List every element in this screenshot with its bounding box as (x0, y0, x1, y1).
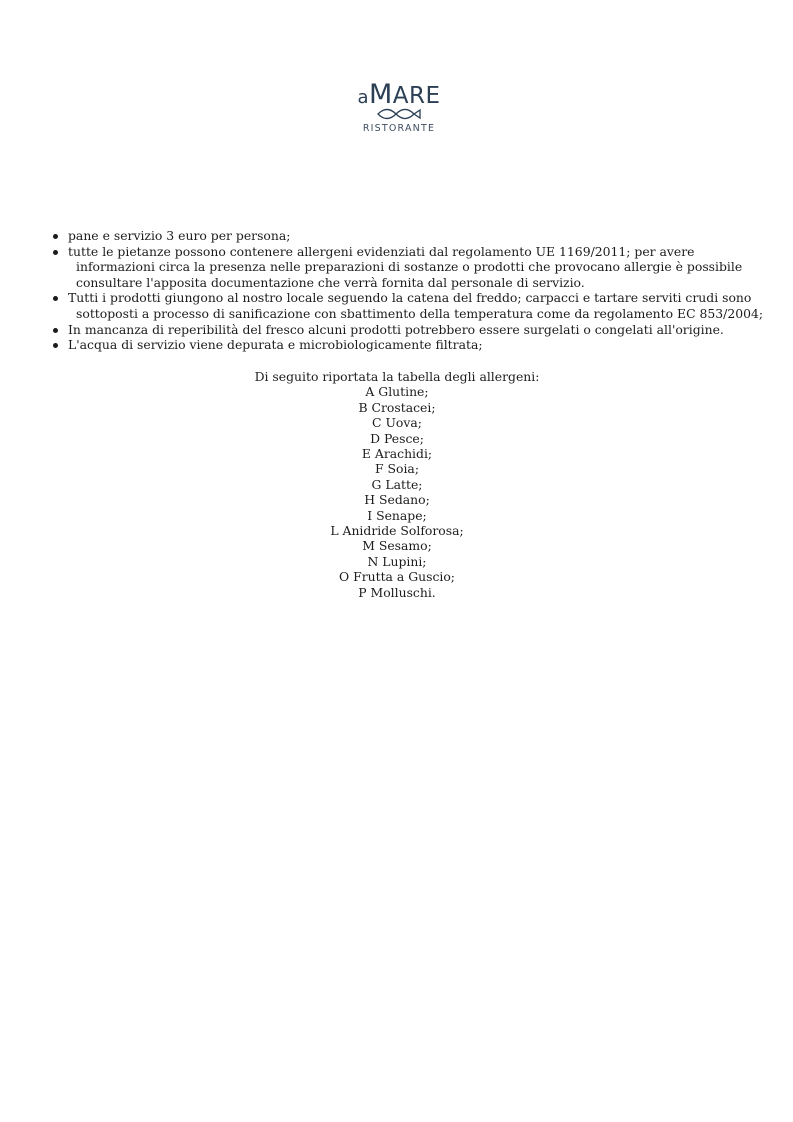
allergen-item: I Senape; (367, 507, 427, 523)
allergen-item: C Uova; (372, 415, 422, 431)
note-line: Tutti i prodotti giungono al nostro locale seguendo la catena del freddo; carpacci e tartare serviti crudi sono (68, 290, 752, 306)
allergen-item: E Arachidi; (361, 446, 433, 462)
notes-list (50, 228, 780, 353)
allergen-item: L Anidride Solforosa; (330, 523, 464, 539)
list-item (50, 228, 780, 244)
note-line: informazioni circa la presenza nelle preparazioni di sostanze o prodotti che provocano allergie è possibile (76, 259, 743, 275)
bullet (53, 343, 58, 348)
logo-letters-rest: ARE (392, 83, 441, 109)
logo-letter-m: M (368, 79, 393, 110)
logo-subtitle: RISTORANTE (362, 123, 436, 134)
note-line: consultare l'apposita documentazione che verrà fornita dal personale di servizio. (76, 274, 585, 290)
restaurant-logo (340, 79, 458, 138)
allergen-item: O Frutta a Guscio; (339, 569, 455, 585)
logo-wordmark (340, 79, 458, 110)
note-text (68, 290, 780, 321)
allergen-item: F Soia; (374, 461, 419, 477)
bullet (53, 296, 58, 301)
allergen-item: G Latte; (371, 476, 423, 492)
allergen-item: N Lupini; (367, 553, 427, 569)
allergen-item: H Sedano; (364, 492, 430, 508)
list-item (50, 244, 780, 291)
note-line: tutte le pietanze possono contenere allergeni evidenziati dal regolamento UE 1169/2011; per avere (68, 243, 695, 259)
note-text: In mancanza di reperibilità del fresco alcuni prodotti potrebbero essere surgelati o congelati all'origine. (68, 321, 724, 337)
note-line: sottoposti a processo di sanificazione con sbattimento della temperatura come da regolamento EC 853/2004; (76, 305, 764, 321)
list-item (50, 290, 780, 321)
allergen-table (150, 369, 644, 600)
allergen-item: M Sesamo; (362, 538, 432, 554)
allergen-item: P Molluschi. (358, 584, 436, 600)
allergen-item: D Pesce; (370, 430, 424, 446)
list-item (50, 322, 780, 338)
note-text (68, 244, 780, 291)
note-text: L'acqua di servizio viene depurata e microbiologicamente filtrata; (68, 337, 483, 353)
fish-icon (376, 108, 422, 120)
allergen-item: A Glutine; (365, 384, 429, 400)
bullet (53, 234, 58, 239)
logo-letter-a: a (357, 87, 369, 108)
allergen-item: B Crostacei; (358, 399, 436, 415)
note-text: pane e servizio 3 euro per persona; (68, 228, 291, 243)
allergen-intro: Di seguito riportata la tabella degli allergeni: (254, 369, 540, 384)
list-item (50, 337, 780, 353)
bullet (53, 328, 58, 333)
bullet (53, 250, 58, 255)
